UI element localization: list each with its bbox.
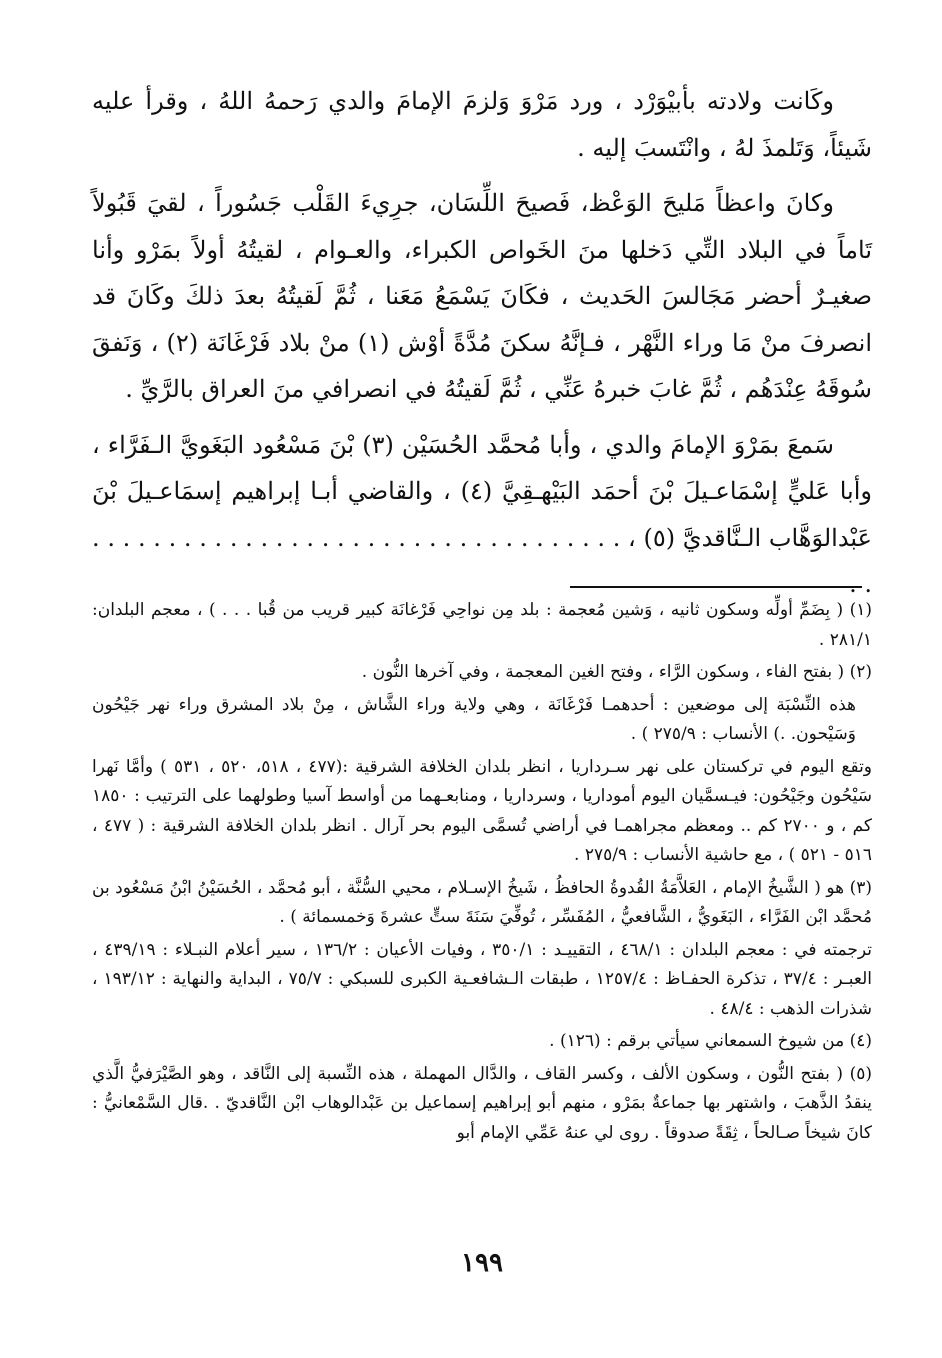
paragraph-teachers: سَمعَ بمَرْوَ الإمامَ والدي ، وأبا مُحمَّد الحُسَيْن (٣) بْنَ مَسْعُود البَغَويَّ الـفَرَّاء ، وأبا عَليٍّ إسْمَاعـيلَ بْنَ أحمَد البَيْهـقِيَّ (٤) ، والقاضي أبـا إبراهيم إسمَاعـيلَ بْنَ عَبْدالوَهَّاب الـنَّاقديَّ (٥) ، . . . . . . . . . . . . . . . . . . . . . . . . . . . . . . . . . . . . . xyxy=(92,430,872,598)
footnote-5: (٥) ( بفتح النُّون ، وسكون الألف ، وكسر القاف ، والدَّال المهملة ، هذه النِّسبة إلى النَّاقد ، وهو الصَّيْرَفيُّ الَّذي ينقدُ الذَّهبَ ، واشتهر بها جماعةٌ بمَرْو ، منهم أبو إبراهيم إسماعيل بن عَبْدالوهاب ابْن النَّاقديّ . .قال السَّمْعانيُّ : كانَ شيخاً صـالحاً ، ثِقَةً صدوقاً . روى لي عنهُ عَمِّي الإمام أبو xyxy=(92,1063,872,1143)
footnote-2: (٢) ( بفتح الفاء ، وسكون الرَّاء ، وفتح الغين المعجمة ، وفي آخرها النُّون . xyxy=(361,662,872,682)
footnote-4: (٤) من شيوخ السمعاني سيأتي برقم : (١٢٦) . xyxy=(549,1031,872,1051)
paragraph-birth: وكَانت ولادته بأبيْوَرْد ، ورد مَرْوَ وَلزمَ الإمامَ والدي رَحمهُ اللهُ ، وقرأ عليه شَيئاً، وَتَلمذَ لهُ ، وانْتَسبَ إليه . xyxy=(92,87,872,162)
document-page xyxy=(92,78,872,1278)
main-text xyxy=(92,78,872,608)
footnote-1: (١) ( بِضَمِّ أولِّه وسكون ثانيه ، وَشين مُعجمة : بلد مِن نواحِي فَرْغانَة كبير قريب من قُبا . . . ) ، معجم البلدان: ٢٨١/١ . xyxy=(92,600,872,650)
footnotes xyxy=(92,596,872,1151)
footnote-3-references: ترجمته في : معجم البلدان : ٤٦٨/١ ، التقييـد : ٣٥٠/١ ، وفيات الأعيان : ١٣٦/٢ ، سير أعلام النبـلاء : ٤٣٩/١٩ ، العبـر : ٣٧/٤ ، تذكرة الحفـاظ : ١٢٥٧/٤ ، طبقات الـشافعـية الكبرى للسبكي : ٧٥/٧ ، البداية والنهاية : ١٩٣/١٢ ، شذرات الذهب : ٤٨/٤ . xyxy=(92,939,872,1019)
page-number: ١٩٩ xyxy=(461,1248,503,1278)
paragraph-preacher: وكانَ واعظاً مَليحَ الوَعْظ، فَصيحَ اللِّسَان، جرِيءَ القَلْب جَسُوراً ، لقيَ قَبُولاً تَاماً في البلاد التِّي دَخلها منَ الخَواص الكبراء، والعـوام ، لقيتُهُ أولاً بمَرْو وأنا صغيـرٌ أحضر مَجَالسَ الحَديث ، فكَانَ يَسْمَعُ مَعَنا ، ثُمَّ لَقيتُهُ بعدَ ذلكَ وكَانَ قد انصرفَ منْ مَا وراء النَّهْر ، فـإنَّهُ سكنَ مُدَّةً أوْش (١) منْ بلاد فَرْغَانَة (٢) ، وَنَفقَ سُوقَهُ عِنْدَهُم ، ثُمَّ غابَ خبرهُ عَنِّي ، ثُمَّ لَقيتُهُ في انصرافي منَ العراق بالرَّيِّ . xyxy=(92,189,872,403)
footnote-3: (٣) هو ( الشَّيخُ الإمام ، العَلاَّمَةُ القُدوةُ الحافظُ ، شَيخُ الإسـلام ، محيي السُّنَّة ، أبو مُحمَّد ، الحُسَيْنُ ابْنُ مَسْعُود بن مُحمَّد ابْن الفَرَّاء ، البَغَويُّ ، الشَّافعيُّ ، المُفَسِّر ، تُوفِّيَ سَنَةَ ستٍّ عشرةَ وَخمسمائة ) . xyxy=(92,877,872,927)
footnote-divider xyxy=(570,586,862,588)
footnote-2-note: وتقع اليوم في تركستان على نهر سـرداريا ، انظر بلدان الخلافة الشرقية :(٤٧٧ ، ٥١٨، ٥٢٠ ، ٥٣١ ) وأمَّا نَهرا سَيْحُون وجَيْحُون: فيـسمَّيان اليوم أموداريا ، وسرداريا ، ومنابعـهما من أواسط آسيا وطولهما على الترتيب : ١٨٥٠ كم ، و ٢٧٠٠ كم .. ومعظم مجراهمـا في أراضي تُسمَّى اليوم بحر آرال . انظر بلدان الخلافة الشرقية : ( ٤٧٧ ، ٥١٦ - ٥٢١ ) ، مع حاشية الأنساب : ٢٧٥/٩ . xyxy=(92,756,873,865)
footnote-2-continuation: هذه النِّسْبَة إلى موضعين : أحدهمـا فَرْغَانَة ، وهي ولاية وراء الشَّاش ، مِنْ بلاد المشرق وراء نهر جَيْحُون وَسَيْحون. .) الأنساب : ٢٧٥/٩ ) . xyxy=(92,694,856,744)
